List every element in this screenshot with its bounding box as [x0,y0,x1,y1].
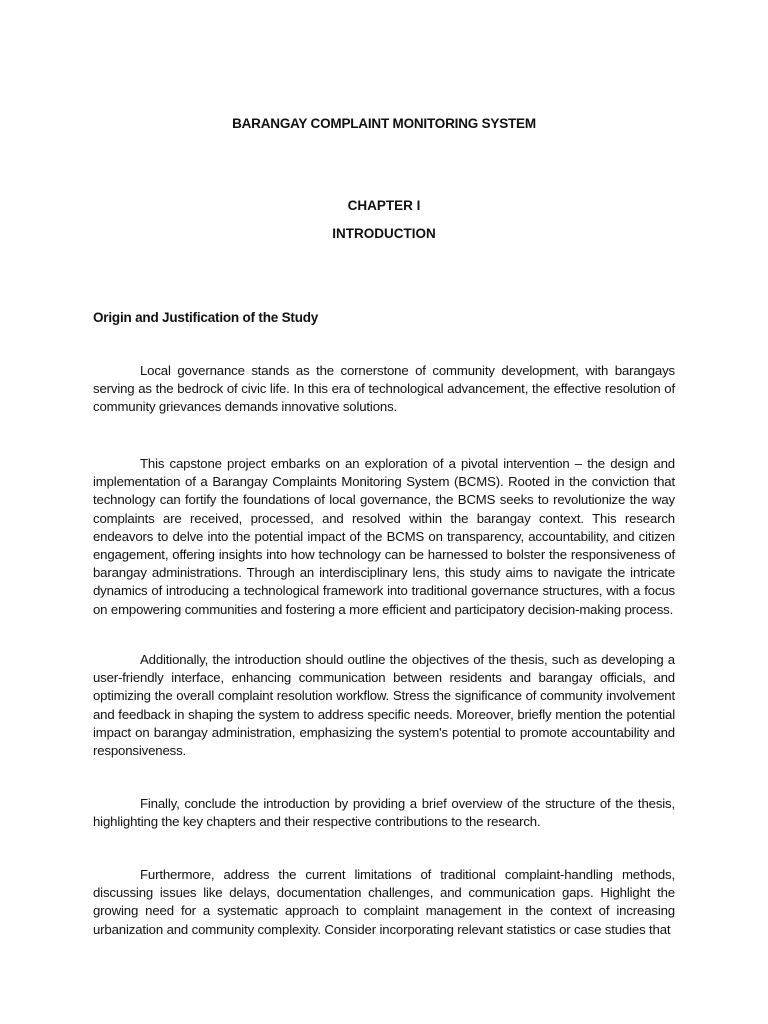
document-title: BARANGAY COMPLAINT MONITORING SYSTEM [232,116,536,131]
section-heading: Origin and Justification of the Study [93,310,319,325]
paragraph: Additionally, the introduction should outline the objectives of the thesis, such as developing a user-friendly interface, enhancing communication between residents and barangay officials, and optimizing the overall complaint resolution workflow. Stress the significance of community involvement and feedback in shaping the system to address specific needs. Moreover, briefly mention the potential impact on barangay administration, emphasizing the system's potential to promote accountability and responsiveness. [93,652,675,759]
paragraph: This capstone project embarks on an exploration of a pivotal intervention – the design and implementation of a Barangay Complaints Monitoring System (BCMS). Rooted in the conviction that technology can fortify the foundations of local governance, the BCMS seeks to revolutionize the way complaints are received, processed, and resolved within the barangay context. This research endeavors to delve into the potential impact of the BCMS on transparency, accountability, and citizen engagement, offering insights into how technology can be harnessed to bolster the responsiveness of barangay administrations. Through an interdisciplinary lens, this study aims to navigate the intricate dynamics of introducing a technological framework into traditional governance structures, with a focus on empowering communities and fostering a more efficient and participatory decision-making process. [93,456,675,617]
paragraph: Finally, conclude the introduction by providing a brief overview of the structure of the thesis, highlighting the key chapters and their respective contributions to the research. [93,796,675,830]
chapter-label: CHAPTER I [347,198,421,213]
chapter-title: INTRODUCTION [332,226,436,241]
paragraph: Furthermore, address the current limitations of traditional complaint-handling methods, discussing issues like delays, documentation challenges, and communication gaps. Highlight the growing need for a systematic approach to complaint management in the context of increasing urbanization and community complexity. Consider incorporating relevant statistics or case studies that [93,867,675,937]
paragraph: Local governance stands as the cornerstone of community development, with barangays serving as the bedrock of civic life. In this era of technological advancement, the effective resolution of community grievances demands innovative solutions. [93,363,675,415]
